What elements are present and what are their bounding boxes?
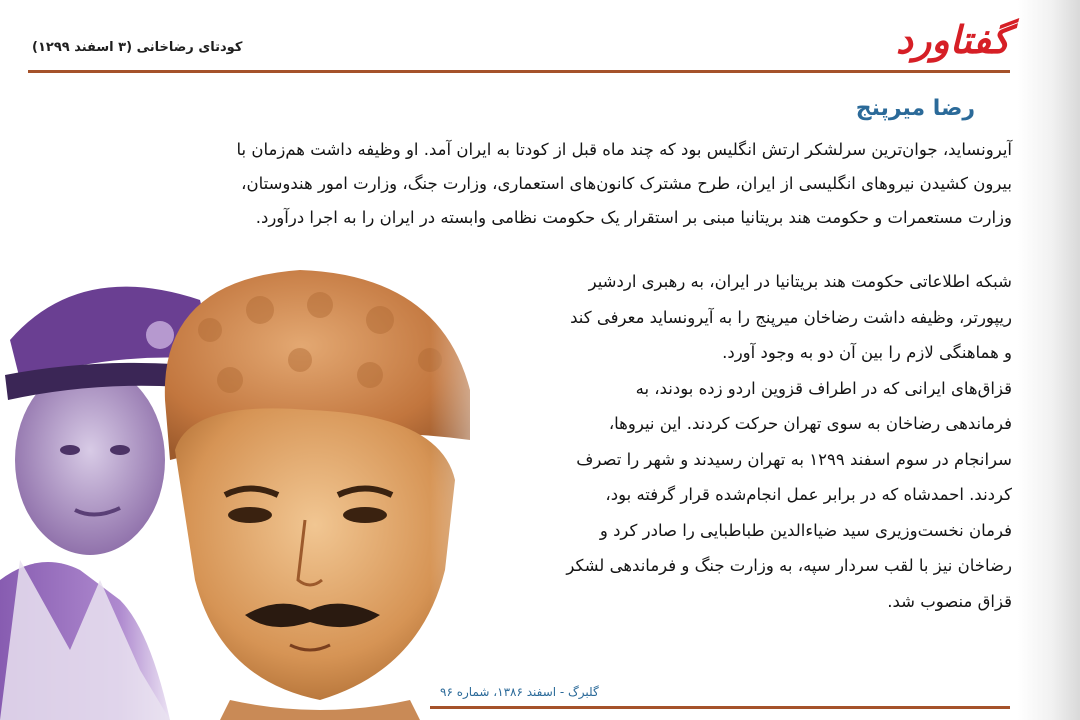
body-line: قزاق منصوب شد. xyxy=(887,591,1012,611)
intro-paragraph xyxy=(30,133,1012,235)
intro-line: وزارت مستعمرات و حکومت هند بریتانیا مبنی بر استقرار یک حکومت نظامی وابسته در ایران را به اجرا درآورد. xyxy=(255,208,1012,227)
body-line: کردند. احمدشاه که در برابر عمل انجام‌شده قرار گرفته بود، xyxy=(605,485,1012,504)
main-paragraph xyxy=(420,264,1012,619)
body-line: قزاق‌های ایرانی که در اطراف قزوین اردو زده بودند، به xyxy=(635,378,1012,398)
body-line: سرانجام در سوم اسفند ۱۲۹۹ به تهران رسیدند و شهر را تصرف xyxy=(576,449,1012,469)
article-title: رضا میرپنج xyxy=(855,96,975,121)
body-line: و هماهنگی لازم را بین آن دو به وجود آورد. xyxy=(722,343,1012,362)
magazine-logo: گفتاورد xyxy=(896,18,1010,62)
section-label: کودتای رضاخانی (۳ اسفند ۱۲۹۹) xyxy=(32,40,243,55)
header-divider xyxy=(28,70,1010,73)
body-line: فرماندهی رضاخان به سوی تهران حرکت کردند. این نیروها، xyxy=(608,414,1012,433)
body-line: رضاخان نیز با لقب سردار سپه، به وزارت جنگ و فرماندهی لشکر xyxy=(566,556,1012,575)
intro-line: بیرون کشیدن نیروهای انگلیسی از ایران، طرح مشترک کانون‌های استعماری، وزارت جنگ، وزارت امور هندوستان، xyxy=(241,174,1012,193)
page-edge-shadow xyxy=(1018,0,1080,720)
body-line: شبکه اطلاعاتی حکومت هند بریتانیا در ایران، به رهبری اردشیر xyxy=(588,272,1012,291)
body-line: فرمان نخست‌وزیری سید ضیاءالدین طباطبایی را صادر کرد و xyxy=(599,520,1012,540)
intro-line: آیرونساید، جوان‌ترین سرلشکر ارتش انگلیس بود که چند ماه قبل از کودتا به ایران آمد. او وظیفه داشت هم‌زمان با xyxy=(236,140,1012,159)
footer-divider xyxy=(430,706,1010,709)
source-citation: گلبرگ - اسفند ۱۳۸۶، شماره ۹۶ xyxy=(440,685,599,699)
body-line: ریپورتر، وظیفه داشت رضاخان میرپنج را به آیرونساید معرفی کند xyxy=(570,307,1012,327)
